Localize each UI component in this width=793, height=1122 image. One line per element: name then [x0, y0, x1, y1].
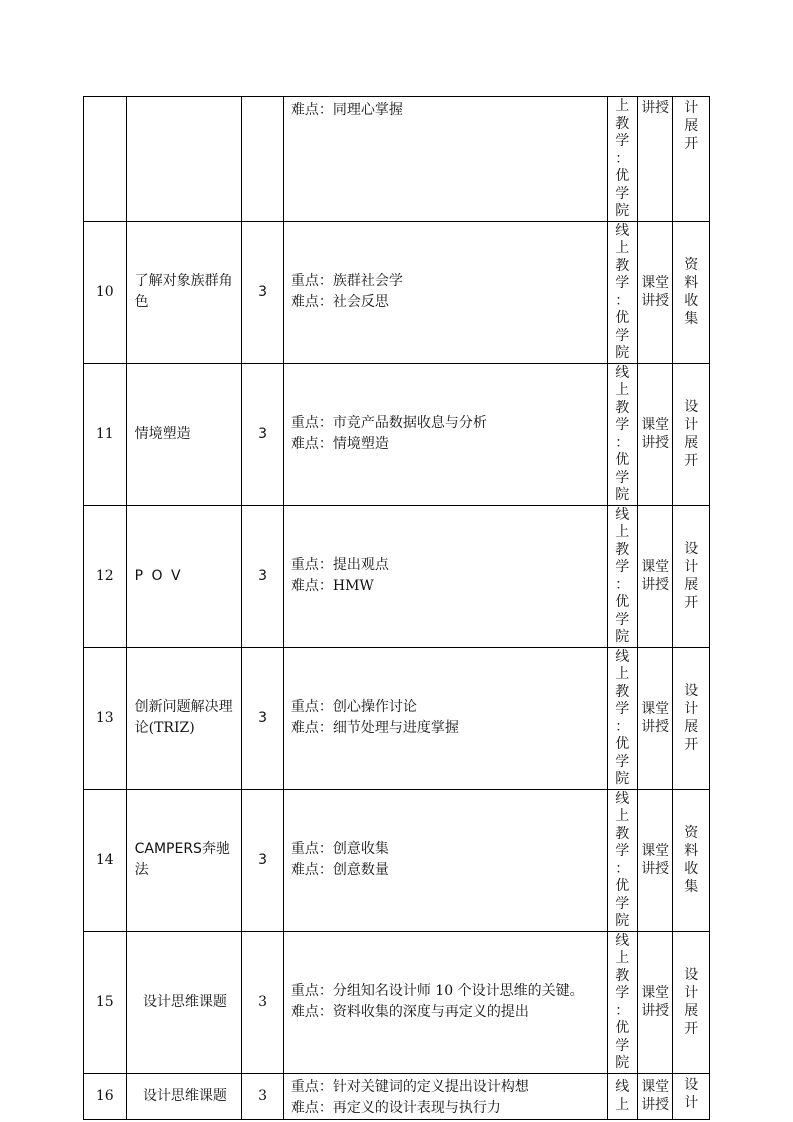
- teaching-mode-char: 教: [615, 257, 630, 274]
- teaching-mode-char: 优: [615, 594, 630, 610]
- assignment-char: 收: [684, 861, 699, 877]
- lesson-title: CAMPERS奔驰法: [126, 789, 242, 931]
- lesson-content: [283, 363, 607, 505]
- assignment-char: 收: [684, 293, 699, 309]
- teaching-mode: [607, 1073, 637, 1119]
- key-point: 重点：提出观点: [290, 557, 389, 573]
- lesson-number: 11: [84, 363, 127, 505]
- table-row: [84, 363, 710, 505]
- teaching-mode-char: ：: [615, 292, 630, 309]
- teaching-mode-char: 院: [615, 487, 630, 503]
- teaching-mode-char: 学: [615, 895, 630, 912]
- teaching-mode: [607, 789, 637, 931]
- assignment: [673, 363, 710, 505]
- lesson-hours: 3: [242, 931, 284, 1073]
- teaching-mode-char: 教: [615, 399, 630, 416]
- teaching-mode-char: 优: [615, 452, 630, 468]
- assignment: [673, 505, 710, 647]
- lesson-number: 16: [84, 1073, 127, 1119]
- table-row: [84, 931, 710, 1073]
- teaching-mode-char: 教: [615, 115, 630, 132]
- teaching-mode-char: 教: [615, 683, 630, 700]
- assignment-char: 开: [684, 595, 699, 611]
- assignment-char: 设: [684, 399, 699, 415]
- assignment-char: 展: [684, 118, 699, 134]
- lesson-title: 设计思维课题: [126, 931, 242, 1073]
- teaching-mode-char: 上: [615, 808, 630, 824]
- difficulty: 难点：资料收集的深度与再定义的提出: [290, 1004, 529, 1020]
- key-point: 重点：创心操作讨论: [290, 699, 417, 715]
- teaching-method: 课堂讲授: [637, 647, 673, 789]
- teaching-method: 课堂讲授: [637, 789, 673, 931]
- lesson-content: [283, 505, 607, 647]
- teaching-mode: [607, 363, 637, 505]
- teaching-mode-char: ：: [615, 860, 630, 877]
- lesson-hours: 3: [242, 505, 284, 647]
- difficulty: 难点：同理心掌握: [290, 102, 403, 118]
- teaching-mode-char: 上: [615, 666, 630, 682]
- assignment-char: 计: [684, 701, 699, 717]
- lesson-number: 14: [84, 789, 127, 931]
- assignment-char: 开: [684, 136, 699, 152]
- table-row: [84, 789, 710, 931]
- key-point: 重点：分组知名设计师 10 个设计思维的关键。: [290, 983, 584, 999]
- lesson-content: [283, 647, 607, 789]
- assignment: [673, 931, 710, 1073]
- teaching-mode-char: 院: [615, 203, 630, 219]
- teaching-mode-char: ：: [615, 576, 630, 593]
- teaching-mode: [607, 505, 637, 647]
- teaching-mode-char: 上: [615, 382, 630, 398]
- lesson-number: 10: [84, 221, 127, 363]
- lesson-number: 15: [84, 931, 127, 1073]
- lesson-title: 设计思维课题: [126, 1073, 242, 1119]
- teaching-mode-char: 学: [615, 701, 630, 717]
- assignment-char: 计: [684, 985, 699, 1001]
- lesson-content: [283, 1073, 607, 1119]
- teaching-mode-char: 学: [615, 185, 630, 202]
- key-point: 重点：市竞产品数据收息与分析: [290, 415, 487, 431]
- lesson-number: [84, 97, 127, 222]
- teaching-mode-char: ：: [615, 434, 630, 451]
- assignment-char: 展: [684, 719, 699, 735]
- teaching-mode-char: 优: [615, 736, 630, 752]
- assignment-char: 展: [684, 577, 699, 593]
- teaching-mode-char: 优: [615, 310, 630, 326]
- difficulty: 难点：社会反思: [290, 294, 389, 310]
- assignment-char: 展: [684, 1003, 699, 1019]
- assignment-char: 料: [684, 843, 699, 859]
- table-row: [84, 505, 710, 647]
- teaching-mode-char: 教: [615, 825, 630, 842]
- key-point: 重点：针对关键词的定义提出设计构想: [290, 1078, 529, 1095]
- difficulty: 难点：情境塑造: [290, 436, 389, 452]
- assignment-char: 开: [684, 737, 699, 753]
- teaching-mode-char: 学: [615, 327, 630, 344]
- teaching-mode: [607, 931, 637, 1073]
- lesson-content: [283, 789, 607, 931]
- lesson-content: [283, 931, 607, 1073]
- teaching-mode: [607, 647, 637, 789]
- teaching-mode-char: 院: [615, 629, 630, 645]
- difficulty: 难点：再定义的设计表现与执行力: [290, 1099, 501, 1116]
- teaching-mode-char: 学: [615, 133, 630, 149]
- teaching-mode-char: 线: [615, 364, 630, 381]
- lesson-content: [283, 221, 607, 363]
- lesson-hours: 3: [242, 221, 284, 363]
- assignment: [673, 97, 710, 222]
- lesson-content: [283, 97, 607, 222]
- teaching-method: 讲授: [637, 97, 673, 222]
- lesson-title: P O V: [126, 505, 242, 647]
- teaching-mode-char: 院: [615, 771, 630, 787]
- teaching-mode-char: 学: [615, 559, 630, 575]
- teaching-mode-char: 学: [615, 1037, 630, 1054]
- lesson-hours: 3: [242, 1073, 284, 1119]
- teaching-mode-char: 院: [615, 1055, 630, 1071]
- lesson-hours: [242, 97, 284, 222]
- teaching-mode: [607, 221, 637, 363]
- teaching-mode-char: 线: [615, 932, 630, 949]
- table-row: [84, 221, 710, 363]
- lesson-hours: 3: [242, 789, 284, 931]
- lesson-number: 12: [84, 505, 127, 647]
- assignment-char: 资: [684, 257, 699, 273]
- teaching-method: 课堂讲授: [637, 221, 673, 363]
- assignment-char: 资: [684, 825, 699, 841]
- assignment-char: 料: [684, 275, 699, 291]
- assignment-char: 设: [684, 541, 699, 557]
- teaching-mode-char: 优: [615, 1020, 630, 1036]
- assignment-char: 设: [684, 683, 699, 699]
- assignment: [673, 789, 710, 931]
- teaching-mode-char: 院: [615, 345, 630, 361]
- lesson-hours: 3: [242, 647, 284, 789]
- lesson-title: 情境塑造: [126, 363, 242, 505]
- assignment-char: 展: [684, 435, 699, 451]
- teaching-mode-char: 上: [615, 1096, 630, 1113]
- assignment: [673, 221, 710, 363]
- teaching-method: 课堂讲授: [637, 931, 673, 1073]
- teaching-mode-char: 学: [615, 753, 630, 770]
- assignment-char: 计: [684, 559, 699, 575]
- teaching-mode-char: 教: [615, 541, 630, 558]
- assignment-char: 开: [684, 1021, 699, 1037]
- lesson-title: 了解对象族群角色: [126, 221, 242, 363]
- teaching-mode-char: 院: [615, 913, 630, 929]
- assignment-char: 设: [684, 967, 699, 983]
- assignment-char: 计: [684, 100, 699, 116]
- teaching-mode-char: 线: [615, 648, 630, 665]
- assignment-char: 计: [684, 1094, 699, 1111]
- teaching-mode-char: 学: [615, 469, 630, 486]
- teaching-mode-char: ：: [615, 718, 630, 735]
- difficulty: 难点：细节处理与进度掌握: [290, 720, 459, 736]
- lesson-hours: 3: [242, 363, 284, 505]
- schedule-body: [84, 97, 710, 1120]
- assignment-char: 集: [684, 879, 699, 895]
- table-row: [84, 647, 710, 789]
- teaching-method: 课堂讲授: [637, 1073, 673, 1119]
- assignment-char: 计: [684, 417, 699, 433]
- teaching-mode-char: 学: [615, 611, 630, 628]
- teaching-mode-char: 学: [615, 417, 630, 433]
- teaching-mode-char: 优: [615, 878, 630, 894]
- teaching-method: 课堂讲授: [637, 363, 673, 505]
- teaching-mode-char: 学: [615, 985, 630, 1001]
- teaching-method: 课堂讲授: [637, 505, 673, 647]
- teaching-mode-char: 上: [615, 950, 630, 966]
- teaching-mode: [607, 97, 637, 222]
- teaching-mode-char: 上: [615, 98, 630, 114]
- teaching-mode-char: ：: [615, 1002, 630, 1019]
- teaching-mode-char: 线: [615, 222, 630, 239]
- assignment-char: 设: [684, 1076, 699, 1093]
- course-schedule-table: [83, 96, 710, 1120]
- assignment-char: 集: [684, 311, 699, 327]
- difficulty: 难点：HMW: [290, 578, 374, 594]
- difficulty: 难点：创意数量: [290, 862, 389, 878]
- teaching-mode-char: 线: [615, 506, 630, 523]
- teaching-mode-char: 学: [615, 843, 630, 859]
- teaching-mode-char: 上: [615, 240, 630, 256]
- assignment: [673, 1073, 710, 1119]
- teaching-mode-char: 学: [615, 275, 630, 291]
- teaching-mode-char: 线: [615, 1079, 630, 1095]
- teaching-mode-char: ：: [615, 150, 630, 167]
- teaching-mode-char: 线: [615, 790, 630, 807]
- teaching-mode-char: 教: [615, 967, 630, 984]
- teaching-mode-char: 优: [615, 168, 630, 184]
- lesson-title: 创新问题解决理论(TRIZ): [126, 647, 242, 789]
- table-row: [84, 97, 710, 222]
- teaching-mode-char: 上: [615, 524, 630, 540]
- lesson-number: 13: [84, 647, 127, 789]
- key-point: 重点：族群社会学: [290, 273, 403, 289]
- assignment: [673, 647, 710, 789]
- table-row: [84, 1073, 710, 1119]
- lesson-title: [126, 97, 242, 222]
- key-point: 重点：创意收集: [290, 841, 389, 857]
- assignment-char: 开: [684, 453, 699, 469]
